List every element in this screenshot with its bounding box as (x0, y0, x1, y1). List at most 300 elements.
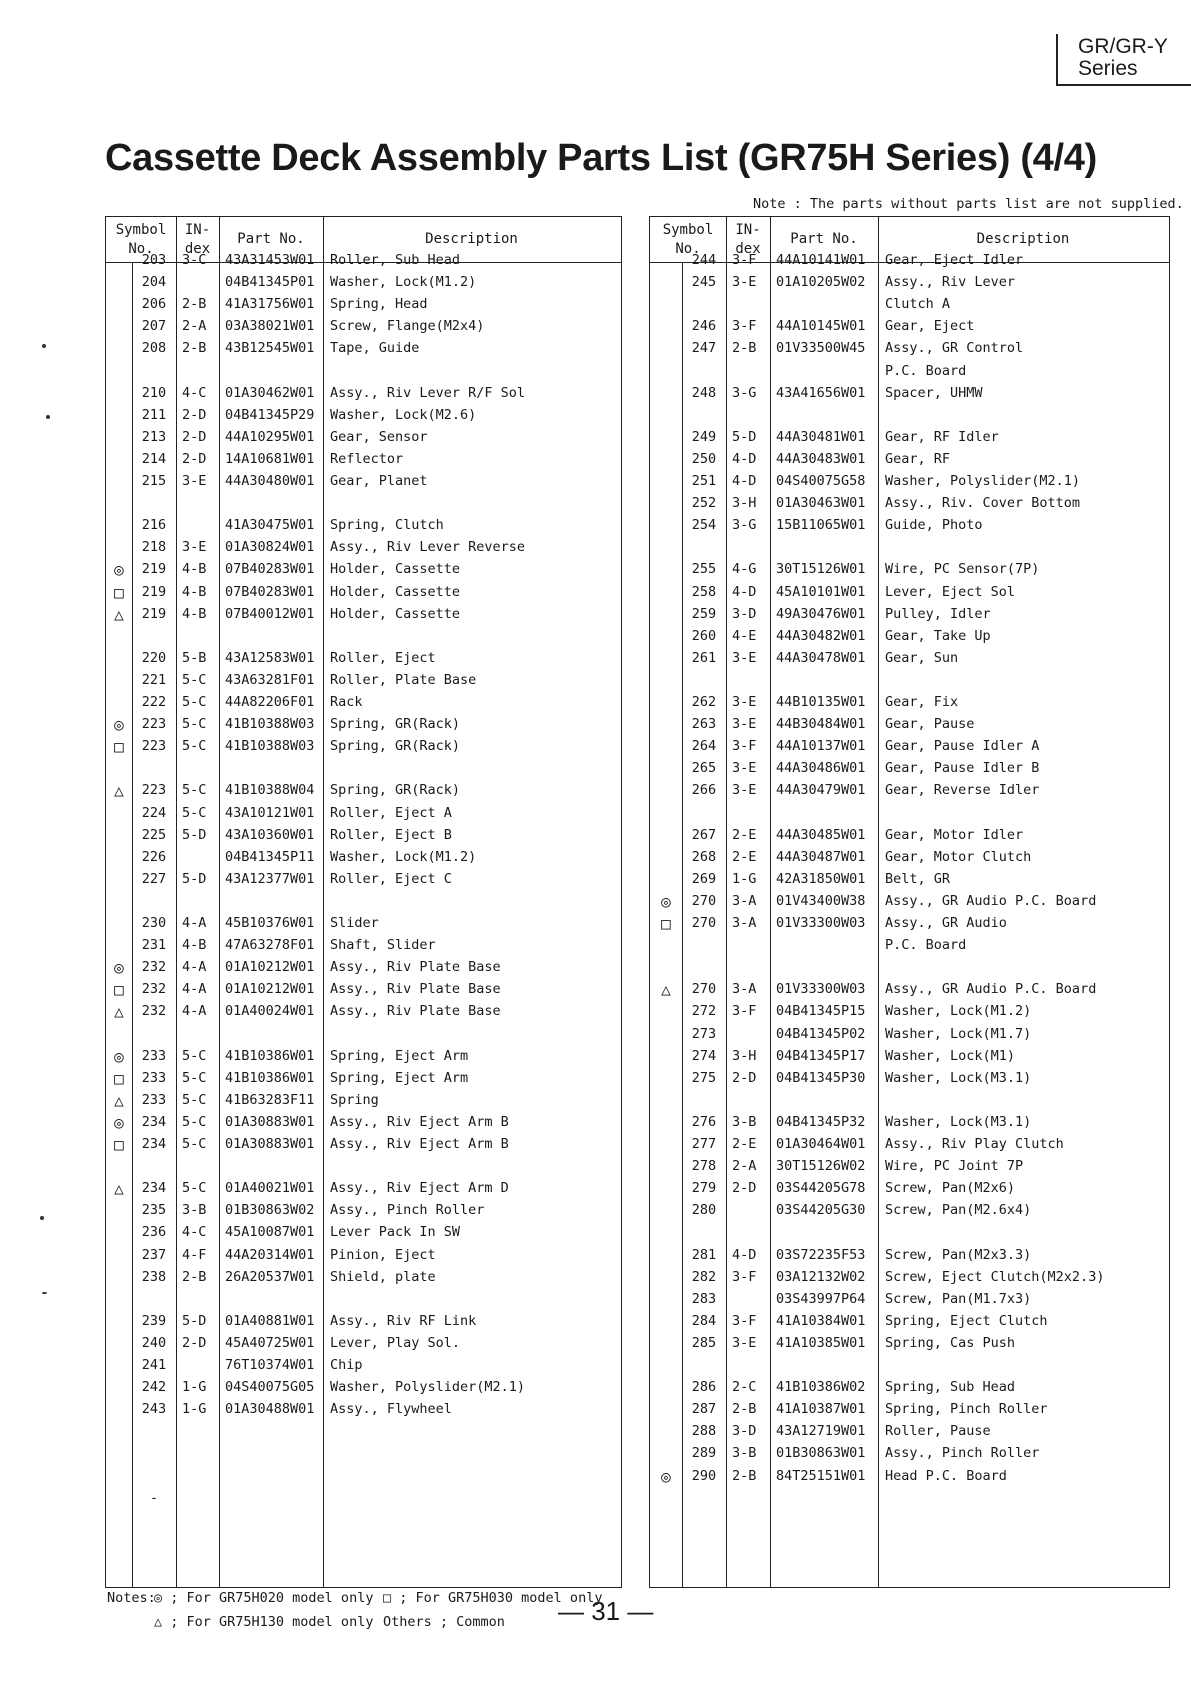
symbol-number: 210 (141, 384, 167, 401)
description: Washer, Lock(M2.6) (330, 406, 477, 423)
part-number: 01V43400W38 (776, 892, 866, 909)
index-cell: 3-D (732, 605, 757, 622)
table-row (650, 426, 1169, 449)
part-number: 41B10388W04 (225, 782, 315, 799)
index-cell: 4-A (182, 1003, 207, 1020)
description: Assy., Riv RF Link (330, 1312, 477, 1329)
symbol-number: 221 (141, 671, 167, 688)
index-cell: 1-G (182, 1401, 207, 1418)
index-cell: 2-D (732, 1180, 757, 1197)
index-cell: 3-A (732, 892, 757, 909)
index-cell: 3-E (732, 274, 757, 291)
model-mark: □ (661, 914, 671, 933)
part-number: 45B10376W01 (225, 915, 315, 931)
header-symbol-text: Symbol (662, 221, 714, 238)
description: Roller, Eject B (330, 826, 452, 843)
part-number: 44A30483W01 (776, 450, 866, 467)
description: Slider (330, 915, 379, 931)
symbol-number: 214 (141, 450, 167, 467)
description: Lever, Play Sol. (330, 1334, 461, 1351)
description: Washer, Lock(M1.7) (885, 1025, 1032, 1042)
description: Spring, Sub Head (885, 1379, 1016, 1396)
series-line-1: GR/GR-Y (1078, 35, 1168, 58)
table-row (650, 492, 1169, 515)
symbol-number: 278 (691, 1158, 717, 1175)
table-row (650, 625, 1169, 648)
note-item-3: △ ; For GR75H130 model only (154, 1614, 374, 1630)
description: Gear, Reverse Idler (885, 782, 1040, 799)
symbol-number: 258 (691, 583, 717, 600)
table-row (650, 382, 1169, 405)
description: Gear, Sensor (330, 428, 428, 445)
table-row (650, 249, 1169, 272)
description: Spring, Cas Push (885, 1334, 1016, 1351)
table-row (650, 890, 1169, 913)
index-cell: 3-D (732, 1423, 757, 1440)
symbol-number: 272 (691, 1003, 717, 1020)
description: Assy., GR Audio (885, 915, 1007, 931)
description: P.C. Board (885, 937, 967, 954)
description: Roller, Eject (330, 649, 436, 666)
index-cell: 3-G (732, 384, 757, 401)
table-row (106, 669, 621, 692)
description: Assy., GR Audio P.C. Board (885, 981, 1097, 998)
symbol-number: 223 (141, 738, 167, 755)
part-number: 41B63283F11 (225, 1091, 315, 1108)
header-symbol-text: Symbol (115, 221, 167, 238)
index-cell: 2-D (182, 406, 207, 423)
part-number: 41B10388W03 (225, 716, 315, 733)
symbol-number: 206 (141, 296, 167, 313)
index-cell: 5-B (182, 649, 207, 666)
index-cell: 2-D (182, 428, 207, 445)
model-mark: ◎ (114, 1112, 124, 1132)
symbol-number: 233 (141, 1069, 167, 1086)
index-cell: 2-C (732, 1379, 757, 1396)
symbol-number: 282 (691, 1268, 717, 1285)
table-row (650, 1465, 1169, 1488)
part-number: 04S40075G05 (225, 1379, 315, 1396)
index-cell: 2-D (182, 450, 207, 467)
part-number: 04B41345P15 (776, 1003, 866, 1020)
table-row (106, 1376, 621, 1399)
part-number: 49A30476W01 (776, 605, 866, 622)
index-cell: 4-A (182, 959, 207, 976)
table-row (650, 360, 1169, 383)
symbol-number: 220 (141, 649, 167, 666)
symbol-number: 285 (691, 1334, 717, 1351)
table-row (106, 691, 621, 714)
symbol-number: 223 (141, 782, 167, 799)
description: Roller, Eject A (330, 804, 452, 821)
index-cell: 2-E (732, 1136, 757, 1152)
table-row (650, 1067, 1169, 1090)
table-row (650, 912, 1169, 935)
table-row (650, 1244, 1169, 1267)
description: Washer, Lock(M1.2) (330, 848, 477, 865)
table-row (106, 426, 621, 449)
table-row (650, 846, 1169, 869)
page-title: Cassette Deck Assembly Parts List (GR75H Series) (4/4) (105, 137, 1097, 179)
part-number: 44A82206F01 (225, 694, 315, 710)
description: Holder, Cassette (330, 605, 461, 622)
index-cell: 2-B (732, 340, 757, 357)
table-row (650, 757, 1169, 780)
model-mark: △ (114, 1090, 124, 1110)
part-number: 47A63278F01 (225, 937, 315, 954)
index-cell: 4-B (182, 583, 207, 600)
table-row (106, 249, 621, 272)
symbol-number: 267 (691, 826, 717, 843)
description: Roller, Eject C (330, 870, 452, 887)
index-cell: 3-E (732, 782, 757, 799)
index-cell: 4-D (732, 473, 757, 489)
model-mark: ◎ (661, 1466, 671, 1486)
model-mark: ◎ (114, 1046, 124, 1066)
symbol-number: 224 (141, 804, 167, 821)
description: Spacer, UHMW (885, 384, 983, 401)
part-number: 01B30863W02 (225, 1202, 315, 1219)
description: Screw, Pan(M2.6x4) (885, 1202, 1032, 1219)
description: Screw, Pan(M1.7x3) (885, 1290, 1032, 1307)
symbol-number: 254 (691, 517, 717, 534)
table-row (650, 1045, 1169, 1068)
description: Lever Pack In SW (330, 1224, 461, 1241)
note-item-2: □ ; For GR75H030 model only (383, 1590, 603, 1606)
description: Assy., GR Audio P.C. Board (885, 892, 1097, 909)
symbol-number: 275 (691, 1069, 717, 1086)
description: Assy., Pinch Roller (330, 1202, 485, 1219)
symbol-number: 219 (141, 561, 167, 578)
symbol-number: 204 (141, 274, 167, 291)
description: Spring, Eject Arm (330, 1047, 469, 1064)
part-number: 43A31453W01 (225, 252, 315, 268)
description: Clutch A (885, 296, 951, 313)
description: Gear, Sun (885, 649, 959, 666)
description: Assy., Flywheel (330, 1401, 452, 1418)
part-number: 01A10205W02 (776, 274, 866, 291)
table-row (650, 337, 1169, 360)
index-cell: 3-F (732, 738, 757, 755)
table-row (106, 1244, 621, 1267)
symbol-number: 247 (691, 340, 717, 357)
description: Holder, Cassette (330, 583, 461, 600)
description: Assy., GR Control (885, 340, 1024, 357)
part-number: 44A30481W01 (776, 428, 866, 445)
description: Washer, Lock(M1) (885, 1047, 1016, 1064)
description: Gear, Eject Idler (885, 252, 1024, 268)
margin-mark (42, 1292, 47, 1294)
part-number: 01A30824W01 (225, 539, 315, 556)
symbol-number: 245 (691, 274, 717, 291)
description: Assy., Riv. Cover Bottom (885, 495, 1081, 512)
description: Spring, GR(Rack) (330, 738, 461, 755)
part-number: 14A10681W01 (225, 450, 315, 467)
description: Screw, Pan(M2x6) (885, 1180, 1016, 1197)
part-number: 41B10386W01 (225, 1047, 315, 1064)
table-row (650, 779, 1169, 802)
table-row (106, 1111, 621, 1134)
index-cell: 2-E (732, 826, 757, 843)
part-number: 76T10374W01 (225, 1357, 315, 1373)
table-row (106, 1199, 621, 1222)
table-row (650, 1442, 1169, 1465)
table-row (106, 1332, 621, 1355)
description: Washer, Lock(M3.1) (885, 1113, 1032, 1130)
description: Holder, Cassette (330, 561, 461, 578)
index-cell: 4-B (182, 561, 207, 578)
table-row (650, 448, 1169, 471)
header-part-no-text: Part No. (237, 231, 305, 247)
model-mark: △ (114, 604, 124, 624)
symbol-number: 259 (691, 605, 717, 622)
page-number: — 31 — (558, 1596, 654, 1626)
part-number: 01A10212W01 (225, 959, 315, 976)
symbol-number: 234 (141, 1180, 167, 1197)
symbol-number: 233 (141, 1047, 167, 1064)
part-number: 43B12545W01 (225, 340, 315, 357)
symbol-number: 238 (141, 1268, 167, 1285)
description: Belt, GR (885, 870, 951, 887)
table-row (650, 603, 1169, 626)
header-symbol-text: No. (128, 240, 154, 257)
index-cell: 5-C (182, 782, 207, 799)
description: Wire, PC Sensor(7P) (885, 561, 1040, 578)
header-index-text: dex (184, 240, 211, 257)
table-row (106, 536, 621, 559)
part-number: 43A41656W01 (776, 384, 866, 401)
symbol-number: 287 (691, 1401, 717, 1418)
index-cell: 2-A (182, 318, 207, 335)
description: Gear, Pause Idler B (885, 760, 1040, 777)
index-cell: 3-B (732, 1445, 757, 1462)
symbol-number: 234 (141, 1113, 167, 1130)
index-cell: 4-D (732, 450, 757, 467)
description: Gear, RF Idler (885, 428, 999, 445)
table-row (650, 315, 1169, 338)
part-number: 01A30883W01 (225, 1113, 315, 1130)
part-number: 44B10135W01 (776, 694, 866, 710)
symbol-number: 277 (691, 1136, 717, 1152)
part-number: 44A30486W01 (776, 760, 866, 777)
index-cell: 4-B (182, 937, 207, 954)
description: Roller, Sub Head (330, 252, 461, 268)
index-cell: 3-H (732, 1047, 757, 1064)
model-mark: ◎ (114, 715, 124, 735)
table-row (106, 1000, 621, 1023)
part-number: 43A10121W01 (225, 804, 315, 821)
table-row (650, 1023, 1169, 1046)
part-number: 41A30475W01 (225, 517, 315, 534)
index-cell: 4-D (732, 1246, 757, 1263)
table-row (106, 824, 621, 847)
description: Washer, Polyslider(M2.1) (330, 1379, 526, 1396)
part-number: 01V33500W45 (776, 340, 866, 357)
part-number: 44A10145W01 (776, 318, 866, 335)
symbol-number: 255 (691, 561, 717, 578)
part-number: 03S44205G30 (776, 1202, 866, 1219)
description: Assy., Riv Plate Base (330, 959, 501, 976)
part-number: 44A30485W01 (776, 826, 866, 843)
parts-table-left (105, 216, 622, 1588)
symbol-number: 251 (691, 473, 717, 489)
symbol-number: 268 (691, 848, 717, 865)
header-part-no-text: Part No. (790, 231, 858, 247)
model-mark: ◎ (661, 891, 671, 911)
part-number: 45A10087W01 (225, 1224, 315, 1241)
table-row (650, 558, 1169, 581)
part-number: 41B10386W02 (776, 1379, 866, 1396)
table-row (650, 1111, 1169, 1134)
table-row (650, 824, 1169, 847)
table-row (106, 647, 621, 670)
symbol-number: 227 (141, 870, 167, 887)
symbol-number: 208 (141, 340, 167, 357)
description: Assy., Riv Eject Arm B (330, 1136, 509, 1152)
symbol-number: 264 (691, 738, 717, 755)
index-cell: 2-B (732, 1467, 757, 1484)
table-row (106, 846, 621, 869)
description: Roller, Pause (885, 1423, 991, 1440)
index-cell: 2-B (182, 296, 207, 313)
table-row (106, 868, 621, 891)
index-cell: 4-F (182, 1246, 207, 1263)
symbol-number: 231 (141, 937, 167, 954)
header-index-text: IN- (735, 221, 761, 238)
index-cell: 3-F (732, 1268, 757, 1285)
index-cell: 3-H (732, 495, 757, 512)
part-number: 30T15126W01 (776, 561, 866, 578)
index-cell: 2-D (182, 1334, 207, 1351)
description: Gear, Take Up (885, 627, 991, 644)
header-index-text: dex (735, 240, 761, 257)
table-row (650, 1133, 1169, 1156)
header-description-text: Description (976, 231, 1070, 247)
index-cell: 3-F (732, 252, 757, 268)
series-label (1056, 34, 1191, 86)
symbol-number: 260 (691, 627, 717, 644)
description: Gear, Pause Idler A (885, 738, 1040, 755)
table-row (106, 1133, 621, 1156)
symbol-number: 241 (141, 1357, 167, 1373)
description: Assy., Riv Plate Base (330, 981, 501, 998)
table-row (650, 1199, 1169, 1222)
index-cell: 4-B (182, 605, 207, 622)
index-cell: 5-C (182, 1113, 207, 1130)
description: Spring, Clutch (330, 517, 444, 534)
table-row (106, 1398, 621, 1421)
symbol-number: 262 (691, 694, 717, 710)
symbol-number: 288 (691, 1423, 717, 1440)
description: Washer, Lock(M1.2) (885, 1003, 1032, 1020)
index-cell: 1-G (732, 870, 757, 887)
symbol-number: 249 (691, 428, 717, 445)
part-number: 07B40012W01 (225, 605, 315, 622)
symbol-number: 248 (691, 384, 717, 401)
symbol-number: 279 (691, 1180, 717, 1197)
index-cell: 3-E (732, 1334, 757, 1351)
description: Gear, Pause (885, 716, 975, 733)
symbol-number: 213 (141, 428, 167, 445)
index-cell: 2-B (732, 1401, 757, 1418)
index-cell: 5-D (182, 870, 207, 887)
margin-mark (42, 344, 46, 348)
part-number: 07B40283W01 (225, 561, 315, 578)
part-number: 04B41345P11 (225, 848, 315, 865)
part-number: 44A30482W01 (776, 627, 866, 644)
index-cell: 3-A (732, 981, 757, 998)
index-cell: 2-B (182, 1268, 207, 1285)
table-row (106, 934, 621, 957)
part-number: 01A40881W01 (225, 1312, 315, 1329)
description: Tape, Guide (330, 340, 420, 357)
table-row (106, 1089, 621, 1112)
part-number: 01B30863W01 (776, 1445, 866, 1462)
symbol-number: 218 (141, 539, 167, 556)
table-row (106, 581, 621, 604)
table-row (106, 603, 621, 626)
index-cell: 2-B (182, 340, 207, 357)
index-cell: 5-C (182, 671, 207, 688)
part-number: 01A40024W01 (225, 1003, 315, 1020)
part-number: 07B40283W01 (225, 583, 315, 600)
table-row (650, 1310, 1169, 1333)
part-number: 01A30883W01 (225, 1136, 315, 1152)
symbol-number: 281 (691, 1246, 717, 1263)
description: Assy., Riv Play Clutch (885, 1136, 1064, 1152)
index-cell: 5-C (182, 1180, 207, 1197)
symbol-number: 236 (141, 1224, 167, 1241)
symbol-number: 219 (141, 583, 167, 600)
index-cell: 5-D (732, 428, 757, 445)
parts-table-right (649, 216, 1170, 1588)
index-cell: 3-F (732, 1312, 757, 1329)
symbol-number: 240 (141, 1334, 167, 1351)
description: Spring (330, 1091, 379, 1108)
description: Assy., Riv Lever Reverse (330, 539, 526, 556)
part-number: 44A10137W01 (776, 738, 866, 755)
table-row (106, 1221, 621, 1244)
table-row (106, 470, 621, 493)
index-cell: 3-E (182, 473, 207, 489)
table-row (106, 382, 621, 405)
description: Shaft, Slider (330, 937, 436, 954)
index-cell: 5-C (182, 1091, 207, 1108)
symbol-number: 283 (691, 1290, 717, 1307)
table-row (650, 1000, 1169, 1023)
table-row (650, 514, 1169, 537)
table-row (650, 470, 1169, 493)
symbol-number: 270 (691, 981, 717, 998)
part-number: 43A63281F01 (225, 671, 315, 688)
part-number: 03A38021W01 (225, 318, 315, 335)
symbol-number: 270 (691, 892, 717, 909)
description: Spring, Eject Arm (330, 1069, 469, 1086)
part-number: 01A30463W01 (776, 495, 866, 512)
description: Guide, Photo (885, 517, 983, 534)
index-cell: 4-A (182, 915, 207, 931)
table-row (106, 1045, 621, 1068)
description: Head P.C. Board (885, 1467, 1007, 1484)
table-row (650, 978, 1169, 1001)
table-row (106, 404, 621, 427)
table-row (650, 735, 1169, 758)
description: Assy., Riv Eject Arm D (330, 1180, 509, 1197)
part-number: 84T25151W01 (776, 1467, 866, 1484)
symbol-number: 203 (141, 252, 167, 268)
symbol-number: 270 (691, 915, 717, 931)
table-row (106, 735, 621, 758)
